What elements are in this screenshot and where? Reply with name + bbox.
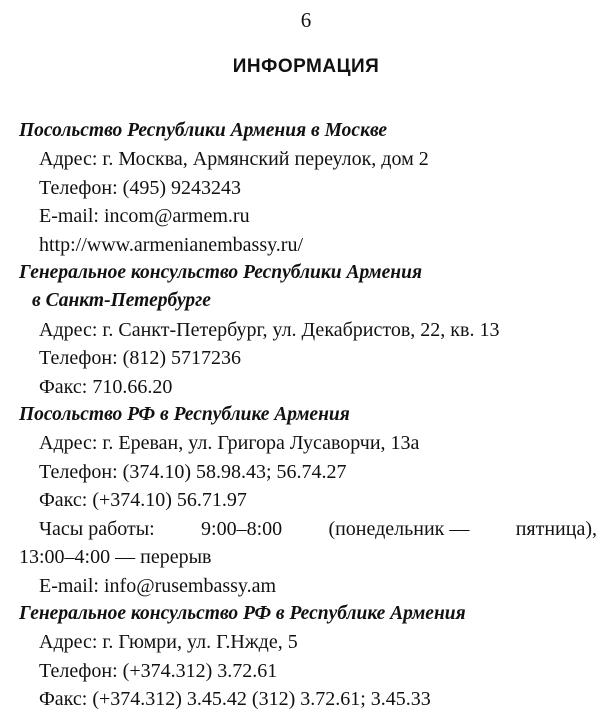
address-line: Адрес: г. Москва, Армянский переулок, дом 2 bbox=[39, 148, 429, 171]
contact-list bbox=[19, 117, 599, 714]
fax-line: Факс: (+374.312) 3.45.42 (312) 3.72.61; 3.45.33 bbox=[39, 688, 431, 711]
working-hours-part: (понедельник — bbox=[328, 517, 470, 540]
website-line: http://www.armenianembassy.ru/ bbox=[39, 233, 304, 256]
phone-line: Телефон: (812) 5717236 bbox=[39, 347, 241, 370]
section-heading: Генеральное консульство Республики Армения bbox=[19, 262, 423, 284]
working-hours-part: пятница), bbox=[515, 517, 597, 540]
address-line: Адрес: г. Санкт-Петербург, ул. Декабристов, 22, кв. 13 bbox=[39, 318, 500, 341]
address-line: Адрес: г. Ереван, ул. Григора Лусаворчи, 13а bbox=[39, 432, 420, 455]
working-hours-part: Часы работы: bbox=[39, 517, 155, 540]
email-line: E-mail: info@rusembassy.am bbox=[39, 574, 277, 597]
section-heading: Посольство РФ в Республике Армения bbox=[19, 404, 350, 426]
working-hours-part: 9:00–8:00 bbox=[201, 517, 283, 540]
fax-line: Факс: 710.66.20 bbox=[39, 375, 173, 398]
section-consulate-russia-armenia bbox=[19, 600, 599, 714]
address-line: Адрес: г. Гюмри, ул. Г.Нжде, 5 bbox=[39, 631, 298, 654]
section-consulate-armenia-spb bbox=[19, 259, 599, 401]
page-title: ИНФОРМАЦИЯ bbox=[232, 56, 380, 77]
fax-line: Факс: (+374.10) 56.71.97 bbox=[39, 489, 247, 512]
working-hours-continuation: 13:00–4:00 — перерыв bbox=[19, 546, 212, 569]
section-embassy-russia-armenia bbox=[19, 401, 599, 600]
section-heading: Генеральное консульство РФ в Республике Армения bbox=[19, 602, 466, 624]
section-embassy-armenia-moscow bbox=[19, 117, 599, 259]
section-heading: Посольство Республики Армения в Москве bbox=[19, 120, 388, 141]
phone-line: Телефон: (+374.312) 3.72.61 bbox=[39, 659, 278, 682]
phone-line: Телефон: (495) 9243243 bbox=[39, 176, 241, 199]
working-hours-line bbox=[19, 515, 599, 543]
phone-line: Телефон: (374.10) 58.98.43; 56.74.27 bbox=[39, 460, 347, 483]
email-line: E-mail: incom@armem.ru bbox=[39, 205, 250, 228]
section-heading-continuation: в Санкт-Петербурге bbox=[32, 290, 211, 312]
page-number: 6 bbox=[300, 8, 312, 32]
